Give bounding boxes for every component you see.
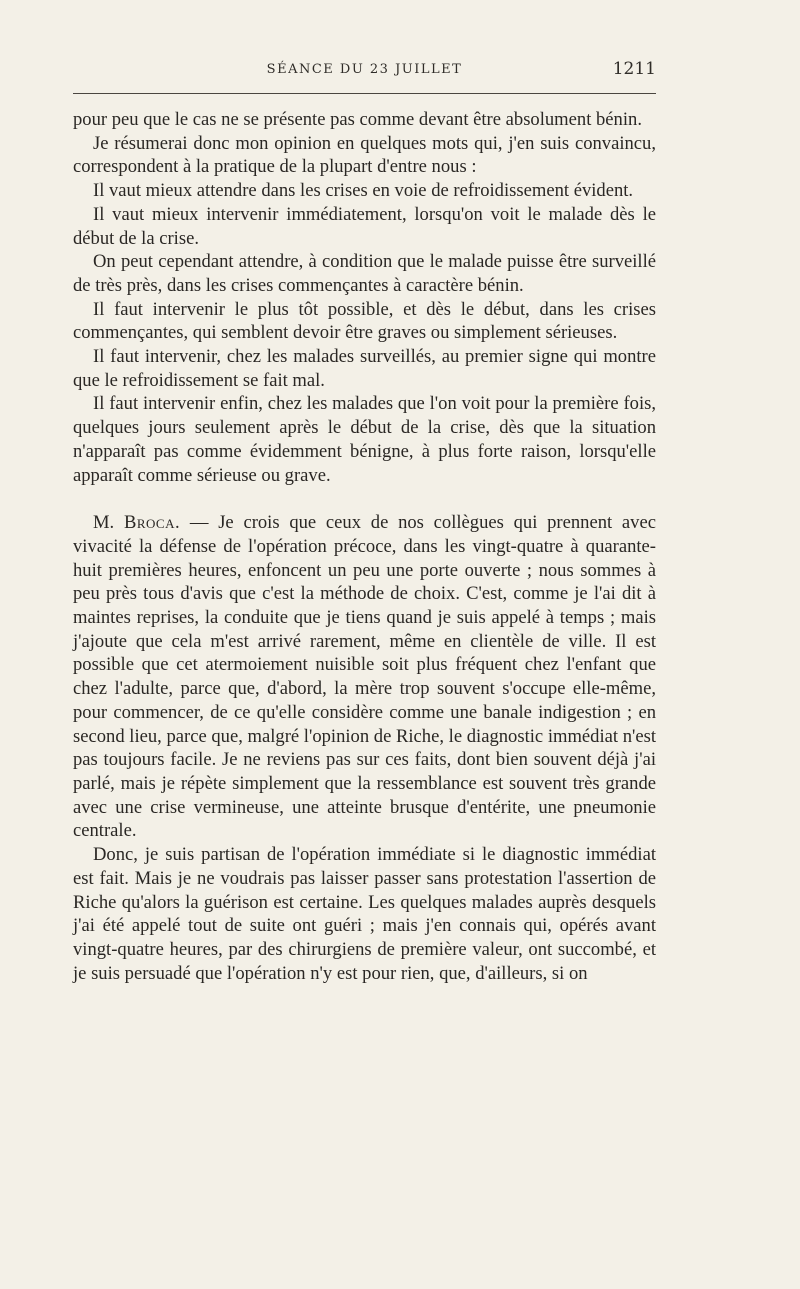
- paragraph: On peut cependant attendre, à condition que le malade puisse être surveillé de très près, dans les crises commençantes à caractère bénin.: [73, 251, 656, 296]
- header-title: SÉANCE DU 23 JUILLET: [266, 62, 463, 77]
- speaker-name: Broca.: [123, 512, 181, 534]
- header-rule: [73, 93, 656, 94]
- speech-paragraph: [73, 511, 656, 843]
- paragraph-continuation: pour peu que le cas ne se présente pas comme devant être absolument bénin.: [73, 109, 642, 130]
- paragraph: Il faut intervenir le plus tôt possible, et dès le début, dans les crises commençantes, qui semblent devoir être graves ou simplement sérieuses.: [73, 298, 656, 344]
- paragraph: Il vaut mieux intervenir immédiatement, lorsqu'on voit le malade dès le début de la crise.: [73, 203, 656, 249]
- speaker-prefix: M.: [93, 512, 115, 534]
- speech-text: — Je crois que ceux de nos collègues qui prennent avec vivacité la défense de l'opération précoce, dans les vingt-quatre à quarante-huit premières heures, enfoncent un peu une porte ouverte ; nous sommes à peu près tous d'avis que c'est la méthode de choix. C'est, comme je l'ai dit à maintes reprises, la conduite que je tiens quand je suis appelé à temps ; mais j'ajoute que cela m'est arrivé rarement, même en clientèle de ville. Il est possible que cet atermoiement nuisible soit plus fréquent chez l'enfant que chez l'adulte, parce que, d'abord, la mère trop souvent s'occupe elle-même, pour commencer, de ce qu'elle considère comme une banale indigestion ; en second lieu, parce que, malgré l'opinion de Riche, le diagnostic immédiat n'est pas toujours facile. Je ne reviens pas sur ces faits, dont bien souvent déjà j'ai parlé, mais je répète simplement que la ressemblance est souvent très grande avec une crise vermineuse, une atteinte brusque d'entérite, une pneumonie centrale.: [73, 512, 656, 842]
- body-text: [73, 108, 656, 985]
- paragraph: Je résumerai donc mon opinion en quelques mots qui, j'en suis convaincu, correspondent à la pratique de la plupart d'entre nous :: [73, 132, 656, 178]
- page-number: 1211: [612, 59, 656, 79]
- paragraph: Il faut intervenir enfin, chez les malades que l'on voit pour la première fois, quelques jours seulement après le début de la crise, dès que la situation n'apparaît pas comme évidemment bénigne, à plus forte raison, lorsqu'elle apparaît comme sérieuse ou grave.: [73, 393, 656, 486]
- running-header: [73, 56, 656, 86]
- paragraph: Il faut intervenir, chez les malades surveillés, au premier signe qui montre que le refroidissement se fait mal.: [73, 346, 656, 391]
- paragraph: Il vaut mieux attendre dans les crises en voie de refroidissement évident.: [93, 180, 634, 202]
- speech-continuation: Donc, je suis partisan de l'opération immédiate si le diagnostic immédiat est fait. Mais je ne voudrais pas laisser passer sans protestation l'assertion de Riche qu'alors la guérison est certaine. Les quelques malades auprès desquels j'ai été appelé tout de suite ont guéri ; mais j'en connais qui, opérés avant vingt-quatre heures, par des chirurgiens de première valeur, ont succombé, et je suis persuadé que l'opération n'y est pour rien, que, d'ailleurs, si on: [73, 844, 656, 984]
